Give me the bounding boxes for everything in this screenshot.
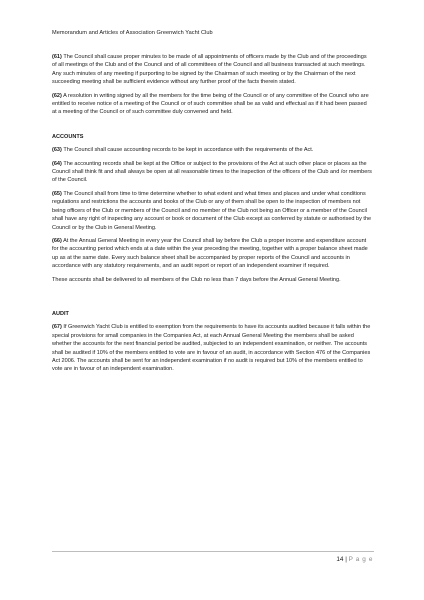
page-label: P a g e — [348, 556, 373, 563]
clause-number: (65) — [52, 190, 62, 197]
clause-61 — [52, 53, 372, 87]
clause-text: The Council shall from time to time determine whether to what extent and what times and places and under what conditions regulations and restrictions the accounts and books of the Club or any of them shall be open to the inspection of members not being officers of the Club or members of the Council and no member of the Club not being an Officer or a member of the Council shall have any right of inspecting any account or book or document of the Club except as conferred by statute or authorised by the Council or by the Club in General Meeting. — [52, 190, 372, 231]
clause-64 — [52, 160, 372, 185]
clause-63 — [52, 146, 372, 154]
page-footer — [336, 556, 373, 563]
clause-number: (61) — [52, 54, 62, 60]
clause-text: The accounting records shall be kept at the Office or subject to the provisions of the Act at such other place or places as the Council shall think fit and shall always be open at all reasonable times to the inspection of the officers of the Club and /or members of the Council. — [52, 160, 372, 184]
page-header: Memorandum and Articles of Association Greenwich Yacht Club — [52, 30, 213, 36]
section-heading-accounts: ACCOUNTS — [52, 133, 84, 140]
page-body — [52, 53, 372, 379]
clause-66-addendum: These accounts shall be delivered to all members of the Club no less than 7 days before the Annual General Meeting. — [52, 276, 341, 283]
clause-number: (66) — [52, 237, 62, 244]
footer-divider — [52, 551, 374, 552]
clause-number: (67) — [52, 324, 62, 331]
clause-text: A resolution in writing signed by all the members for the time being of the Council or of any committee of the Council who are entitled to receive notice of a meeting of the Council or of such committee shall be as valid and effectual as if it had been passed at a meeting of the Council or of such committee duly convened and held. — [52, 92, 369, 116]
clause-number: (64) — [52, 160, 62, 167]
clause-62 — [52, 92, 372, 117]
page-number: 14 — [336, 556, 344, 563]
clause-text: If Greenwich Yacht Club is entitled to exemption from the requirements to have its accounts audited because it falls within the special provisions for small companies in the Companies Act, at each Annual General Meeting the members shall be asked whether the accounts for the next financial period be audited, subjected to an independent examination, or neither. The accounts shall be audited if 10% of the members entitled to vote are in favour of an audit, in accordance with Section 476 of the Companies Act 2006. The accounts shall be sent for an independent examination if no audit is required but 10% of the members entitled to vote are in favour of an independent examination. — [52, 324, 371, 373]
clause-text: At the Annual General Meeting in every year the Council shall lay before the Club a proper income and expenditure account for the accounting period which ends at a date within the year preceding the meeting, together with a proper balance sheet made up as at the same date. Every such balance sheet shall be accompanied by proper reports of the Council and accounts in accordance with any statutory requirements, and an audit report or report of an independent examiner if required. — [52, 237, 368, 270]
section-heading-audit: AUDIT — [52, 310, 69, 317]
clause-66 — [52, 237, 372, 271]
clause-67 — [52, 323, 372, 373]
clause-text: The Council shall cause accounting records to be kept in accordance with the requirements of the Act. — [61, 147, 314, 154]
clause-text: The Council shall cause proper minutes to be made of all appointments of officers made by the Club and of the proceedings of all meetings of the Club and of the Council and of all committees of the Council and all business transacted at such meetings. Any such minutes of any meeting if purporting to be signed by the Chairman of such meeting or by the Chairman of the next succeeding meeting shall be sufficient evidence without any further proof of the facts therein stated. — [52, 54, 367, 86]
clause-65 — [52, 190, 372, 232]
clause-number: (63) — [52, 147, 62, 154]
footer-separator: | — [345, 556, 347, 563]
clause-number: (62) — [52, 92, 62, 99]
